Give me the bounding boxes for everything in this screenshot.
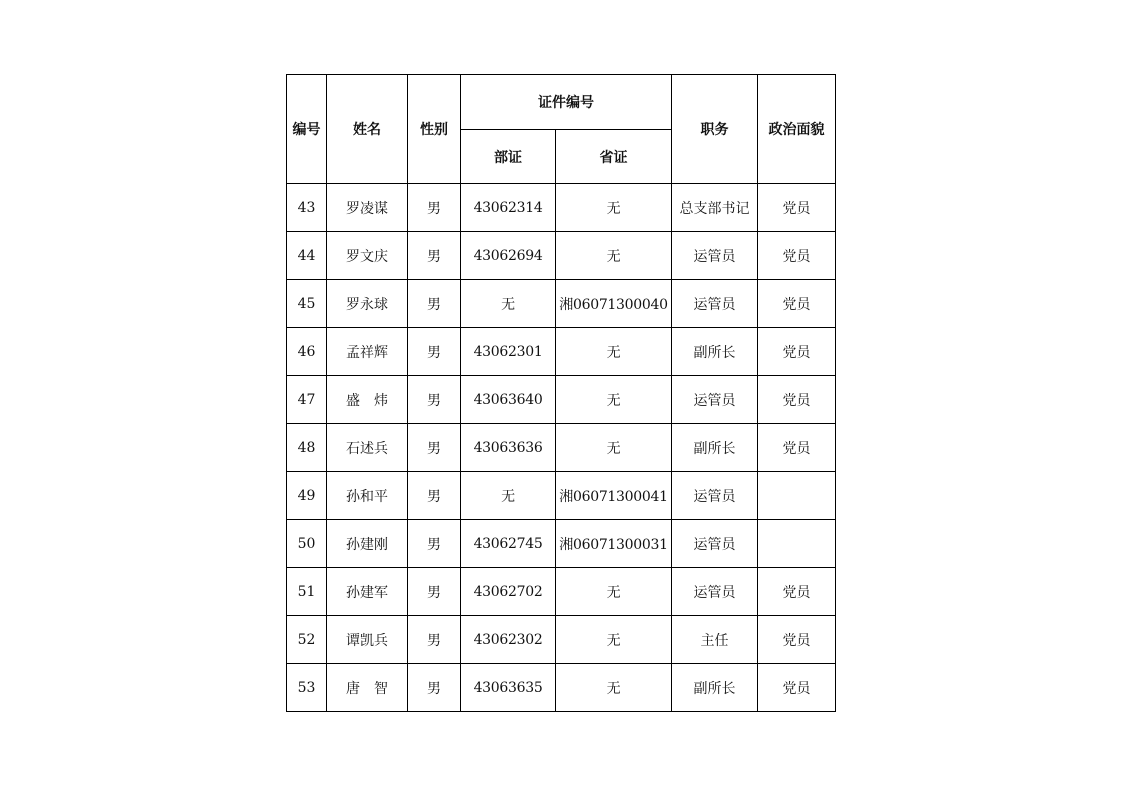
staff-roster-table <box>286 74 836 712</box>
cell-cert-province: 无 <box>556 328 672 376</box>
cell-cert-province: 无 <box>556 568 672 616</box>
cell-politics <box>758 472 836 520</box>
header-name: 姓名 <box>327 75 408 184</box>
cell-gender: 男 <box>408 568 461 616</box>
cell-no: 44 <box>287 232 327 280</box>
cell-cert-province: 湘06071300031 <box>556 520 672 568</box>
cell-cert-province: 无 <box>556 184 672 232</box>
cell-politics: 党员 <box>758 328 836 376</box>
cell-name: 孟祥辉 <box>327 328 408 376</box>
cell-cert-ministry: 43063636 <box>461 424 556 472</box>
cell-name: 罗永球 <box>327 280 408 328</box>
table-body <box>287 184 836 712</box>
cell-position: 运管员 <box>672 472 758 520</box>
table-row <box>287 472 836 520</box>
header-no: 编号 <box>287 75 327 184</box>
table-row <box>287 520 836 568</box>
cell-position: 副所长 <box>672 424 758 472</box>
cell-no: 53 <box>287 664 327 712</box>
header-position: 职务 <box>672 75 758 184</box>
cell-gender: 男 <box>408 472 461 520</box>
cell-no: 43 <box>287 184 327 232</box>
cell-politics: 党员 <box>758 568 836 616</box>
cell-politics: 党员 <box>758 280 836 328</box>
cell-position: 运管员 <box>672 520 758 568</box>
cell-name: 罗文庆 <box>327 232 408 280</box>
cell-gender: 男 <box>408 328 461 376</box>
header-cert-ministry: 部证 <box>461 130 556 184</box>
cell-name: 孙和平 <box>327 472 408 520</box>
cell-cert-ministry: 43063635 <box>461 664 556 712</box>
cell-gender: 男 <box>408 424 461 472</box>
cell-no: 46 <box>287 328 327 376</box>
cell-name: 盛 炜 <box>327 376 408 424</box>
table-header <box>287 75 836 184</box>
cell-politics: 党员 <box>758 664 836 712</box>
cell-no: 45 <box>287 280 327 328</box>
table-row <box>287 424 836 472</box>
table-row <box>287 184 836 232</box>
cell-gender: 男 <box>408 376 461 424</box>
table-row <box>287 280 836 328</box>
cell-no: 50 <box>287 520 327 568</box>
cell-politics: 党员 <box>758 184 836 232</box>
cell-gender: 男 <box>408 184 461 232</box>
cell-cert-ministry: 43062302 <box>461 616 556 664</box>
table-row <box>287 232 836 280</box>
cell-cert-ministry: 43062694 <box>461 232 556 280</box>
cell-position: 运管员 <box>672 280 758 328</box>
cell-name: 谭凯兵 <box>327 616 408 664</box>
cell-cert-province: 无 <box>556 232 672 280</box>
cell-gender: 男 <box>408 664 461 712</box>
cell-politics: 党员 <box>758 616 836 664</box>
cell-cert-ministry: 43062745 <box>461 520 556 568</box>
header-politics: 政治面貌 <box>758 75 836 184</box>
cell-position: 总支部书记 <box>672 184 758 232</box>
cell-name: 罗凌谋 <box>327 184 408 232</box>
cell-cert-province: 无 <box>556 376 672 424</box>
table-row <box>287 328 836 376</box>
cell-gender: 男 <box>408 232 461 280</box>
cell-cert-province: 无 <box>556 424 672 472</box>
table-row <box>287 376 836 424</box>
cell-gender: 男 <box>408 280 461 328</box>
cell-politics: 党员 <box>758 376 836 424</box>
cell-cert-province: 湘06071300041 <box>556 472 672 520</box>
cell-name: 孙建刚 <box>327 520 408 568</box>
header-cert-province: 省证 <box>556 130 672 184</box>
cell-gender: 男 <box>408 520 461 568</box>
cell-cert-ministry: 43062702 <box>461 568 556 616</box>
cell-politics: 党员 <box>758 232 836 280</box>
cell-no: 47 <box>287 376 327 424</box>
table-row <box>287 664 836 712</box>
cell-cert-ministry: 43062301 <box>461 328 556 376</box>
cell-politics <box>758 520 836 568</box>
cell-no: 51 <box>287 568 327 616</box>
header-cert-group: 证件编号 <box>461 75 672 130</box>
header-gender: 性别 <box>408 75 461 184</box>
cell-cert-ministry: 无 <box>461 280 556 328</box>
cell-name: 唐 智 <box>327 664 408 712</box>
cell-no: 48 <box>287 424 327 472</box>
cell-position: 运管员 <box>672 568 758 616</box>
cell-cert-ministry: 无 <box>461 472 556 520</box>
cell-name: 孙建军 <box>327 568 408 616</box>
header-row-1 <box>287 75 836 130</box>
cell-cert-province: 湘06071300040 <box>556 280 672 328</box>
cell-cert-ministry: 43062314 <box>461 184 556 232</box>
cell-cert-ministry: 43063640 <box>461 376 556 424</box>
cell-name: 石述兵 <box>327 424 408 472</box>
cell-position: 主任 <box>672 616 758 664</box>
cell-position: 运管员 <box>672 376 758 424</box>
cell-gender: 男 <box>408 616 461 664</box>
table-row <box>287 616 836 664</box>
table-row <box>287 568 836 616</box>
cell-position: 运管员 <box>672 232 758 280</box>
cell-politics: 党员 <box>758 424 836 472</box>
cell-position: 副所长 <box>672 664 758 712</box>
cell-no: 49 <box>287 472 327 520</box>
cell-cert-province: 无 <box>556 664 672 712</box>
cell-cert-province: 无 <box>556 616 672 664</box>
cell-position: 副所长 <box>672 328 758 376</box>
cell-no: 52 <box>287 616 327 664</box>
